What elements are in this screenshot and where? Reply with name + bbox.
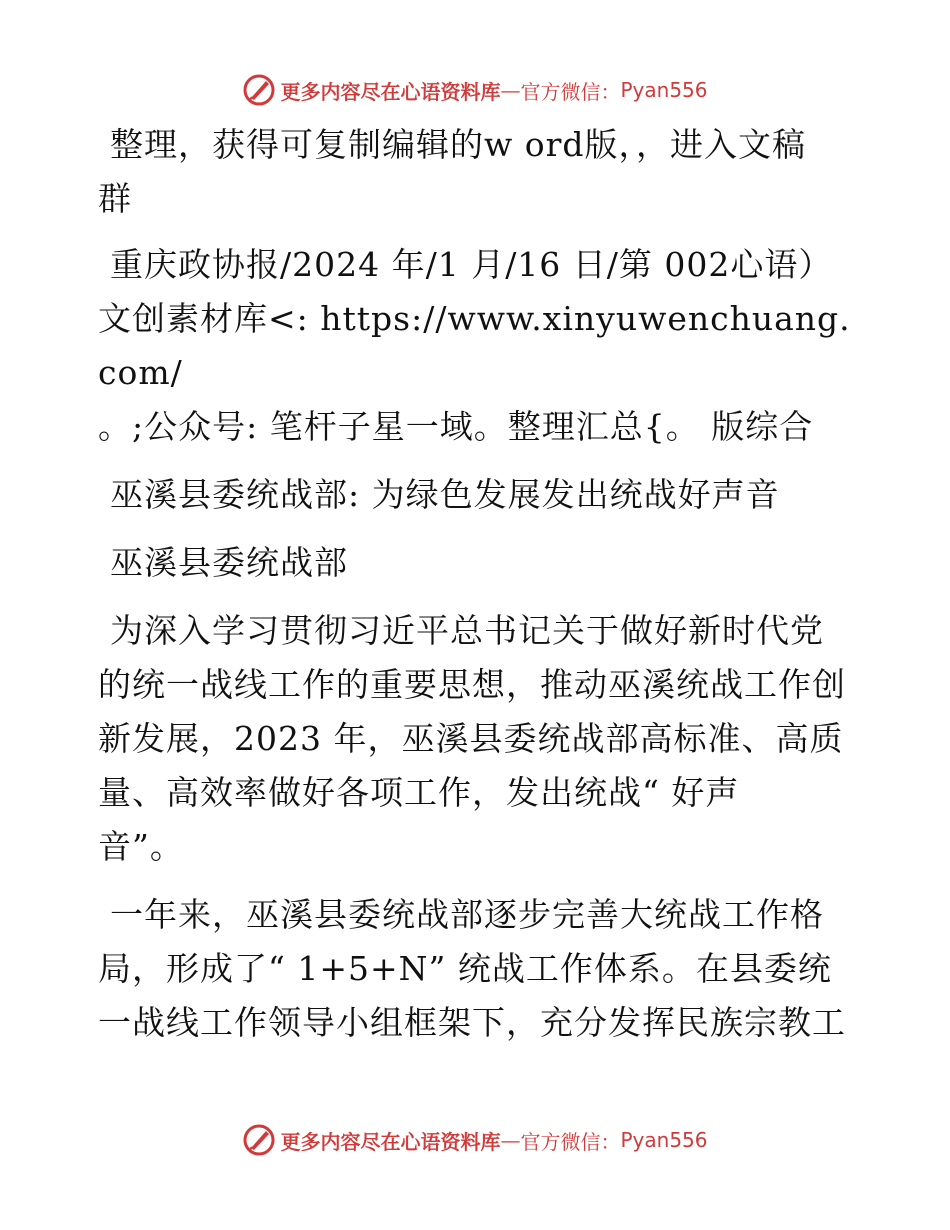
text-line: 重庆政协报/2024 年/1 月/16 日/第 002心语）: [110, 245, 833, 284]
banner-wechat-label: 官方微信：: [520, 1129, 621, 1154]
text-line: 文创素材库<: https://www.xinyuwenchuang.com/: [98, 299, 851, 392]
quill-pen-logo-icon: [242, 73, 276, 107]
article-author: 巫溪县委统战部: [110, 543, 348, 582]
article-title: 巫溪县委统战部: 为绿色发展发出统战好声音: [110, 475, 780, 514]
text-line: 一战线工作领导小组框架下，充分发挥民族宗教工: [98, 1003, 846, 1042]
text-line: 量、高效率做好各项工作，发出统战“ 好声: [98, 773, 740, 812]
text-line: 整理，获得可复制编辑的w ord版，，进入文稿: [110, 125, 807, 164]
text-line: 的统一战线工作的重要思想，推动巫溪统战工作创: [98, 665, 846, 704]
document-body: [98, 118, 858, 1064]
text-line: 。;公众号: 笔杆子星一域。整理汇总{。 版综合: [98, 407, 814, 446]
banner-wechat-id: Pyan556: [620, 1128, 708, 1152]
text-line: 群: [98, 179, 132, 218]
text-line: 局，形成了“ 1+5+N” 统战工作体系。在县委统: [98, 949, 832, 988]
paragraph-source: [98, 238, 858, 454]
paragraph-title: [98, 468, 858, 522]
banner-main-text: 更多内容尽在心语资料库: [280, 1129, 501, 1154]
footer-banner: [0, 1120, 950, 1160]
header-banner: [0, 70, 950, 110]
quill-pen-logo-icon: [242, 1123, 276, 1157]
banner-separator: —: [500, 78, 521, 102]
paragraph-body-2: [98, 888, 858, 1050]
banner-wechat-id: Pyan556: [620, 78, 708, 102]
banner-wechat-label: 官方微信：: [520, 79, 621, 104]
banner-main-text: 更多内容尽在心语资料库: [280, 79, 501, 104]
text-line: 新发展，2023 年，巫溪县委统战部高标准、高质: [98, 719, 844, 758]
paragraph-body-1: [98, 604, 858, 874]
banner-separator: —: [500, 1128, 521, 1152]
paragraph-author: [98, 536, 858, 590]
text-line: 为深入学习贯彻习近平总书记关于做好新时代党: [110, 611, 824, 650]
text-line: 一年来，巫溪县委统战部逐步完善大统战工作格: [110, 895, 824, 934]
text-line: 音”。: [98, 827, 184, 866]
paragraph-intro: [98, 118, 858, 226]
